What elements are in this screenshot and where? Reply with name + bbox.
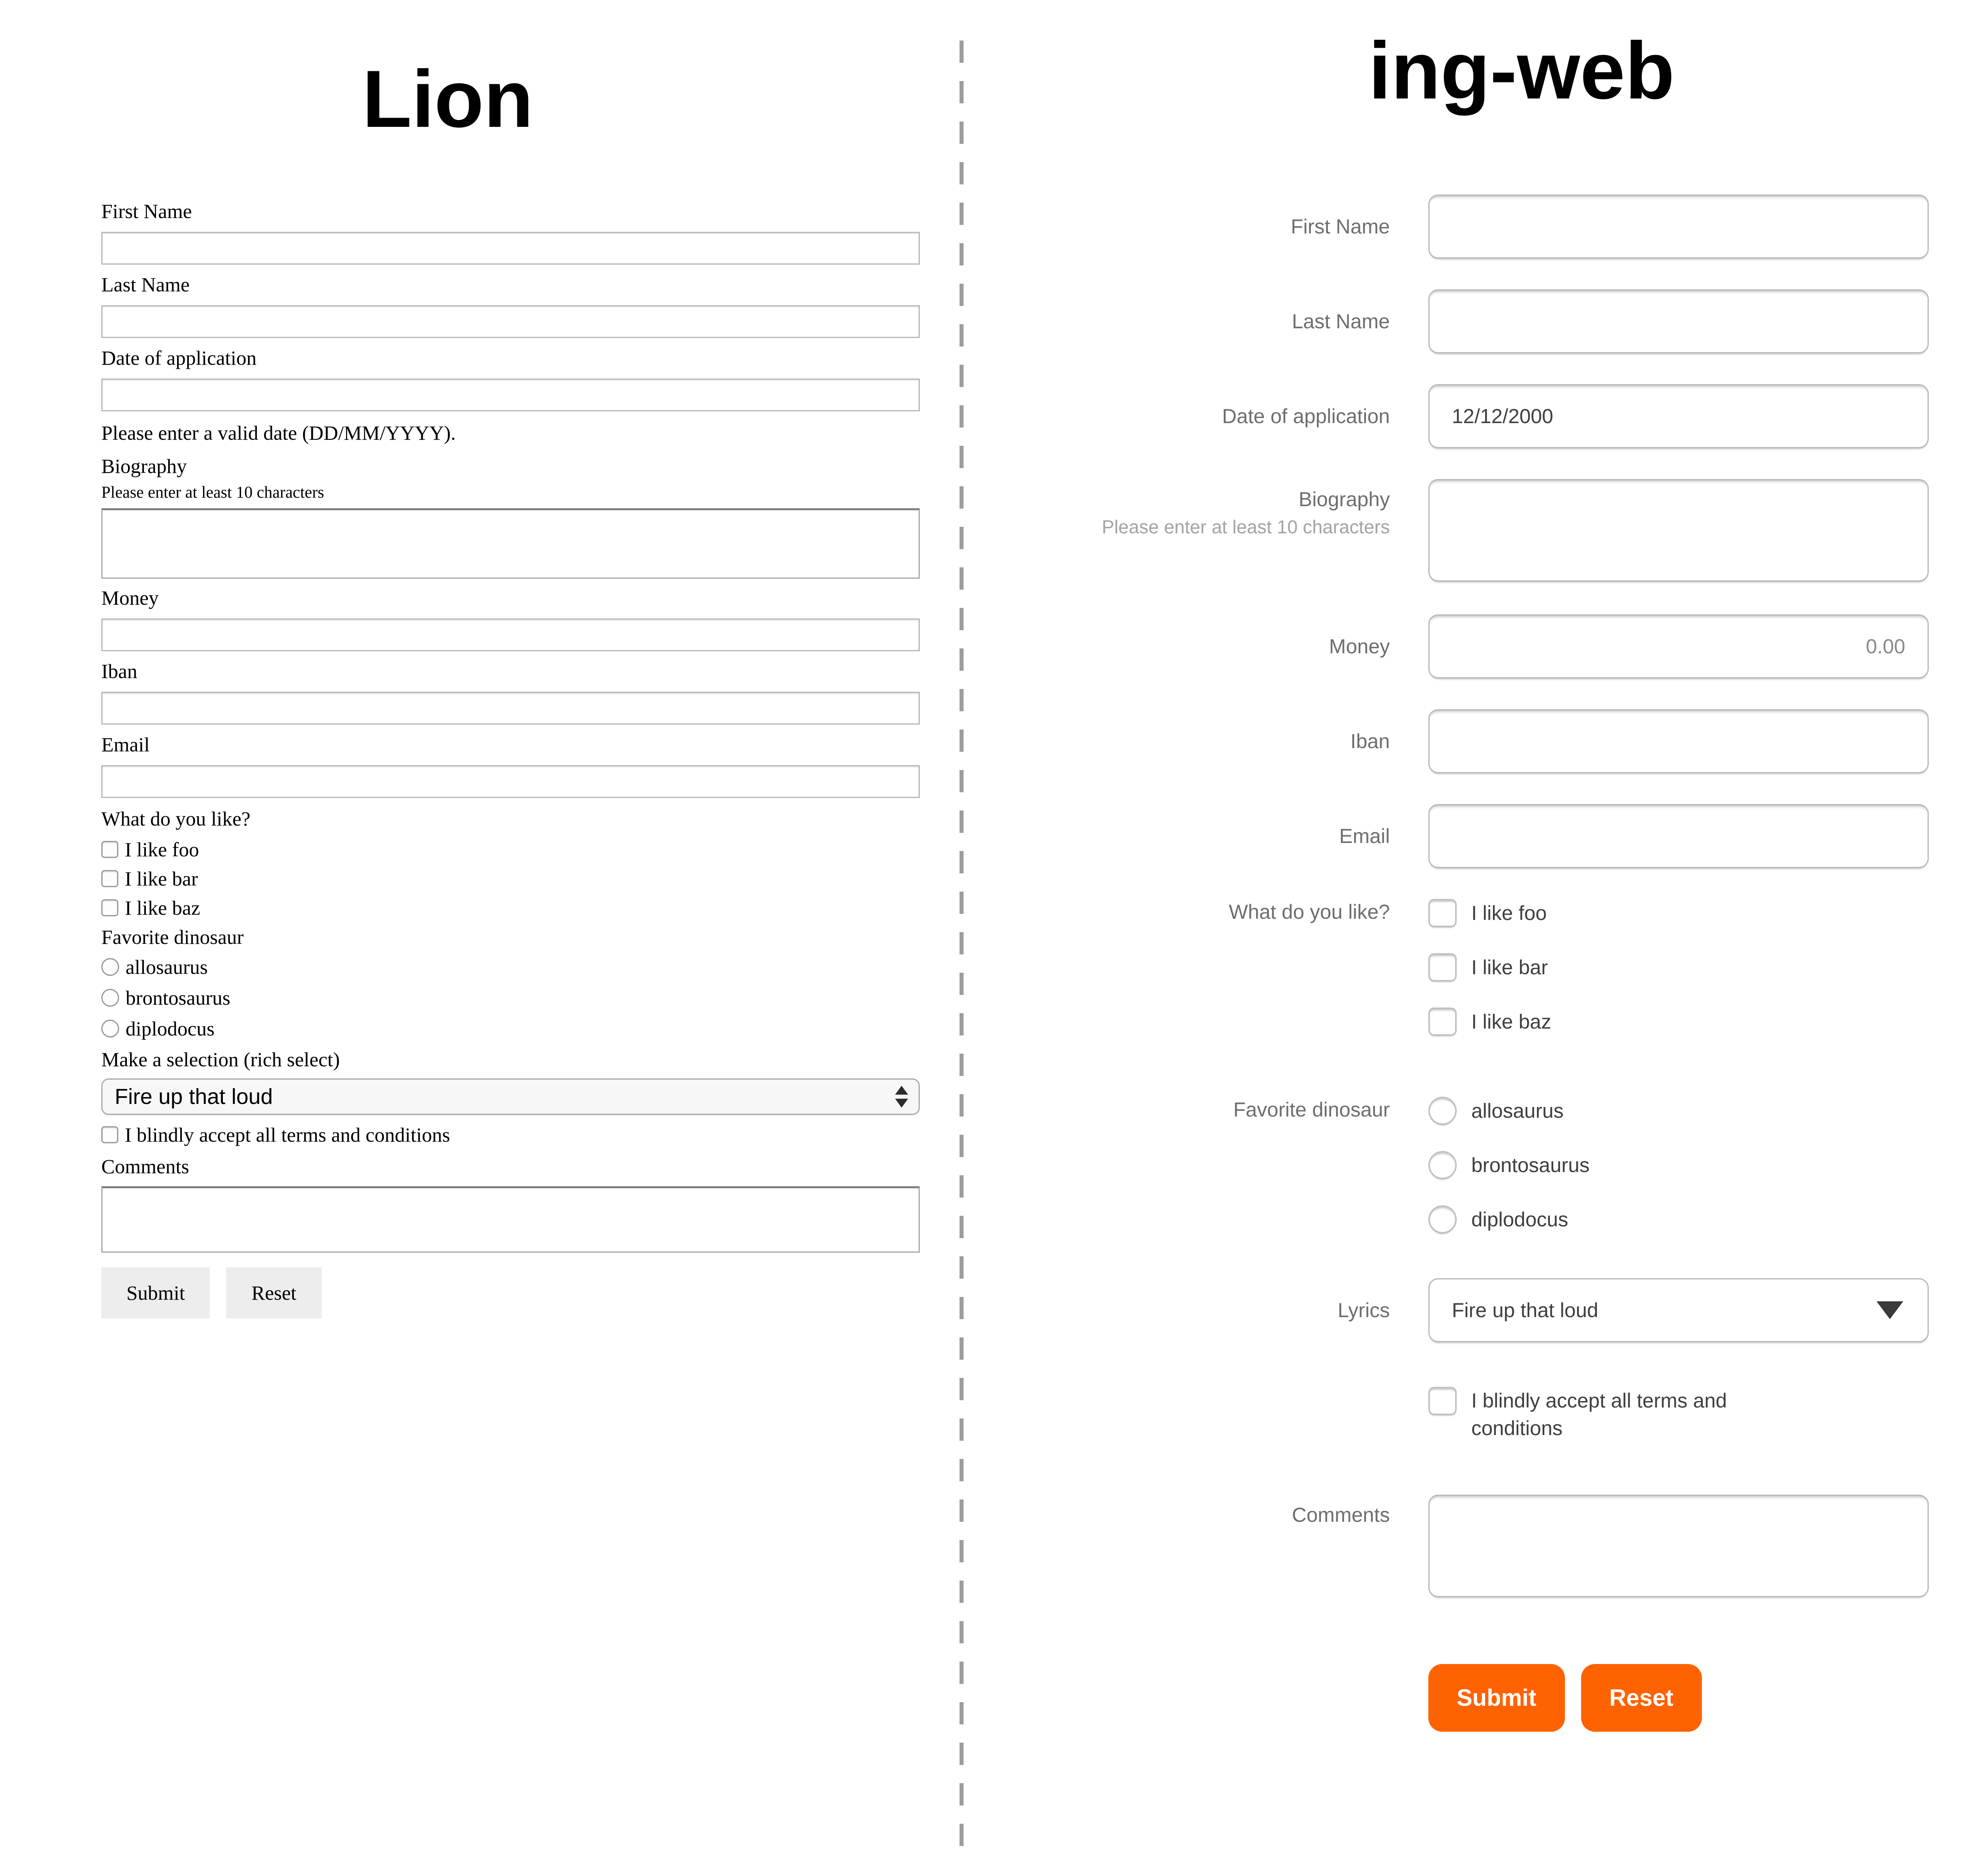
lion-dinosaur-group-label: Favorite dinosaur [101,926,244,948]
lion-last-name-input[interactable] [101,305,920,338]
ingweb-diplodocus-label: diplodocus [1471,1208,1569,1231]
lion-diplodocus-row [101,1016,920,1041]
ingweb-money-input[interactable] [1428,614,1929,678]
lion-like-baz-label: I like baz [125,896,201,919]
lion-email-label: Email [101,733,150,756]
ingweb-like-foo-label: I like foo [1471,902,1547,924]
lion-like-baz-row [101,895,920,920]
lion-biography-textarea[interactable] [101,508,920,579]
lion-like-baz-checkbox[interactable] [101,899,118,916]
ingweb-money-label: Money [1329,635,1390,658]
ingweb-diplodocus-row [1428,1205,1929,1234]
ingweb-lyrics-row [1033,1278,1929,1342]
ingweb-panel [1033,24,1929,1763]
lion-like-bar-row [101,866,920,891]
ingweb-biography-label: Biography [1298,488,1390,511]
lion-likes-group-label: What do you like? [101,807,250,830]
ingweb-buttons-row [1033,1664,1929,1732]
ingweb-like-foo-checkbox[interactable] [1428,899,1457,927]
ingweb-last-name-input[interactable] [1428,289,1929,353]
ingweb-reset-button[interactable]: Reset [1581,1664,1702,1732]
lion-panel [101,53,920,1318]
lion-submit-button[interactable]: Submit [101,1267,210,1318]
ingweb-like-bar-row [1428,953,1929,982]
ingweb-iban-row [1033,709,1929,773]
lion-allosaurus-row [101,954,920,980]
lion-money-input[interactable] [101,618,920,651]
lion-date-input[interactable] [101,379,920,411]
ingweb-email-label: Email [1339,825,1390,847]
ingweb-lyrics-label: Lyrics [1338,1299,1390,1322]
lion-like-foo-row [101,837,920,862]
ingweb-first-name-label: First Name [1291,215,1390,238]
lion-first-name-label: First Name [101,200,192,222]
ingweb-likes-group-label: What do you like? [1229,901,1390,923]
lion-like-foo-checkbox[interactable] [101,841,118,858]
ingweb-likes-row [1033,899,1929,1036]
ingweb-dinosaur-row [1033,1097,1929,1234]
lion-terms-checkbox[interactable] [101,1126,118,1143]
ingweb-email-row [1033,804,1929,868]
ingweb-like-bar-checkbox[interactable] [1428,953,1457,982]
ingweb-allosaurus-label: allosaurus [1471,1100,1564,1122]
lion-brontosaurus-row [101,985,920,1010]
ingweb-terms-item [1428,1387,1793,1442]
lion-comments-textarea[interactable] [101,1186,920,1253]
lion-terms-row [101,1122,920,1147]
lion-brontosaurus-label: brontosaurus [126,986,231,1009]
lion-iban-label: Iban [101,660,137,682]
ingweb-like-baz-label: I like baz [1471,1010,1552,1033]
dropdown-arrow-icon [1877,1301,1903,1319]
lion-diplodocus-radio[interactable] [101,1020,119,1037]
lion-rich-select[interactable] [101,1078,920,1115]
lion-diplodocus-label: diplodocus [126,1017,215,1040]
lion-like-foo-label: I like foo [125,838,199,861]
ingweb-terms-row [1033,1387,1929,1442]
ingweb-lyrics-select[interactable] [1428,1278,1929,1342]
ingweb-submit-button[interactable]: Submit [1428,1664,1565,1732]
lion-date-help: Please enter a valid date (DD/MM/YYYY). [101,421,456,444]
lion-allosaurus-label: allosaurus [126,956,208,978]
lion-select-label: Make a selection (rich select) [101,1048,340,1071]
lion-last-name-label: Last Name [101,273,190,296]
ingweb-lyrics-select-value: Fire up that loud [1452,1299,1599,1322]
ingweb-date-label: Date of application [1222,405,1390,428]
lion-biography-help: Please enter at least 10 characters [101,483,324,501]
lion-first-name-input[interactable] [101,232,920,265]
ingweb-like-bar-label: I like bar [1471,956,1548,979]
ingweb-terms-checkbox[interactable] [1428,1387,1457,1415]
ingweb-first-name-input[interactable] [1428,195,1929,259]
ingweb-comments-row [1033,1495,1929,1599]
ingweb-dinosaur-group-label: Favorite dinosaur [1233,1098,1390,1121]
lion-title: Lion [362,54,534,144]
ingweb-biography-textarea[interactable] [1428,479,1929,582]
ingweb-last-name-label: Last Name [1292,310,1390,333]
lion-comments-label: Comments [101,1155,189,1178]
ingweb-biography-help: Please enter at least 10 characters [1102,516,1390,537]
lion-email-input[interactable] [101,765,920,798]
lion-terms-label: I blindly accept all terms and conditions [125,1123,450,1146]
select-spinner-icon [895,1086,908,1108]
ingweb-iban-label: Iban [1350,730,1390,753]
ingweb-terms-label: I blindly accept all terms and conditions [1471,1389,1727,1440]
ingweb-brontosaurus-radio[interactable] [1428,1151,1457,1179]
ingweb-comments-label: Comments [1292,1504,1390,1526]
ingweb-last-name-row [1033,289,1929,353]
lion-allosaurus-radio[interactable] [101,958,119,976]
lion-rich-select-value: Fire up that loud [115,1085,273,1109]
ingweb-comments-textarea[interactable] [1428,1495,1929,1597]
ingweb-like-foo-row [1428,899,1929,927]
ingweb-allosaurus-row [1428,1097,1929,1125]
lion-buttons-row [101,1267,920,1318]
column-divider [960,41,964,1864]
ingweb-money-row [1033,614,1929,678]
lion-like-bar-checkbox[interactable] [101,870,118,887]
ingweb-date-row [1033,384,1929,448]
lion-money-label: Money [101,586,159,609]
ingweb-diplodocus-radio[interactable] [1428,1205,1457,1234]
ingweb-like-baz-checkbox[interactable] [1428,1008,1457,1036]
ingweb-email-input[interactable] [1428,804,1929,868]
ingweb-brontosaurus-label: brontosaurus [1471,1154,1590,1177]
ingweb-first-name-row [1033,195,1929,259]
lion-like-bar-label: I like bar [125,867,198,890]
ingweb-biography-labelblock [1033,479,1390,539]
lion-date-label: Date of application [101,347,257,369]
lion-biography-label: Biography [101,455,187,477]
ingweb-allosaurus-radio[interactable] [1428,1097,1457,1125]
ingweb-title: ing-web [1368,26,1675,116]
lion-iban-input[interactable] [101,692,920,725]
ingweb-iban-input[interactable] [1428,709,1929,773]
lion-reset-button[interactable]: Reset [226,1267,321,1318]
ingweb-like-baz-row [1428,1008,1929,1036]
ingweb-biography-row [1033,479,1929,584]
ingweb-date-input[interactable] [1428,384,1929,448]
ingweb-brontosaurus-row [1428,1151,1929,1179]
lion-brontosaurus-radio[interactable] [101,989,119,1007]
